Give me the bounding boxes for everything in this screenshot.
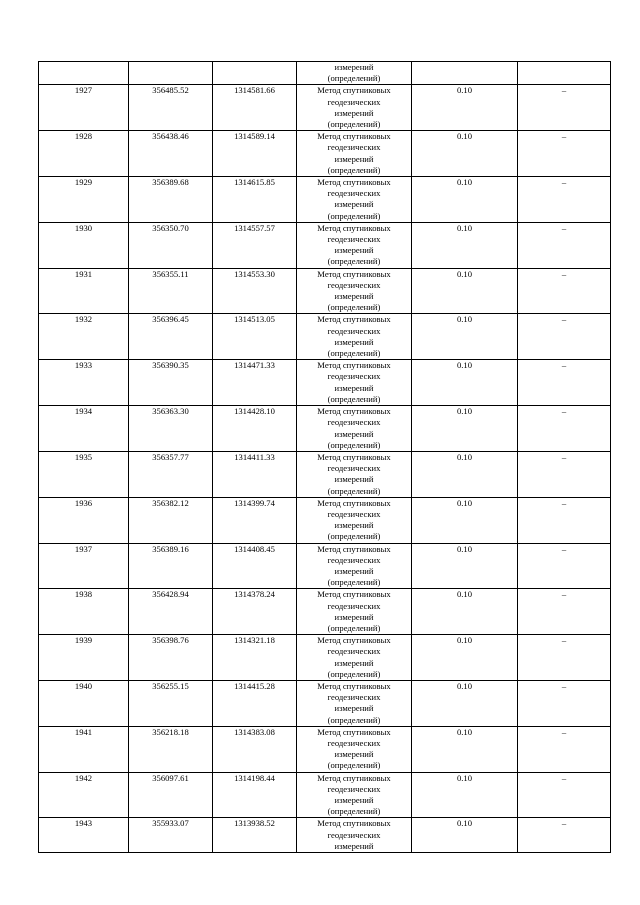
method-line: измерений <box>334 382 374 393</box>
method-cell <box>297 589 412 635</box>
table-row <box>39 406 611 452</box>
x-coordinate-cell: 356350.70 <box>129 222 213 268</box>
precision-cell: 0.10 <box>412 268 518 314</box>
note-cell: – <box>518 680 611 726</box>
y-coordinate-cell: 1314615.85 <box>213 177 297 223</box>
method-line: (определений) <box>327 119 381 130</box>
x-coordinate-cell: 355933.07 <box>129 818 213 853</box>
method-line: геодезических <box>327 234 381 245</box>
point-id-cell: 1932 <box>39 314 129 360</box>
method-line: Метод спутниковых <box>317 726 391 737</box>
point-id-cell: 1936 <box>39 497 129 543</box>
point-id-cell: 1929 <box>39 177 129 223</box>
method-line: геодезических <box>327 325 381 336</box>
table-row <box>39 222 611 268</box>
x-coordinate-cell: 356218.18 <box>129 726 213 772</box>
precision-cell: 0.10 <box>412 543 518 589</box>
method-cell <box>297 131 412 177</box>
note-cell: – <box>518 726 611 772</box>
method-line: измерений <box>334 840 374 851</box>
precision-cell: 0.10 <box>412 497 518 543</box>
method-line: геодезических <box>327 96 381 107</box>
precision-cell: 0.10 <box>412 680 518 726</box>
method-line: измерений <box>334 199 374 210</box>
table-row <box>39 360 611 406</box>
note-cell: – <box>518 818 611 853</box>
method-line: измерений <box>334 107 374 118</box>
point-id-cell: 1937 <box>39 543 129 589</box>
precision-cell: 0.10 <box>412 131 518 177</box>
x-coordinate-cell: 356389.16 <box>129 543 213 589</box>
x-coordinate-cell: 356389.68 <box>129 177 213 223</box>
table-row <box>39 772 611 818</box>
precision-cell: 0.10 <box>412 818 518 853</box>
method-line: измерений <box>334 749 374 760</box>
point-id-cell: 1935 <box>39 451 129 497</box>
y-coordinate-cell: 1314383.08 <box>213 726 297 772</box>
method-line: (определений) <box>327 577 381 588</box>
y-coordinate-cell: 1314513.05 <box>213 314 297 360</box>
method-line: измерений <box>334 795 374 805</box>
x-coordinate-cell: 356398.76 <box>129 635 213 681</box>
y-coordinate-cell: 1314557.57 <box>213 222 297 268</box>
table-row <box>39 314 611 360</box>
method-line: измерений <box>334 291 374 302</box>
point-id-cell: 1939 <box>39 635 129 681</box>
method-line: Метод спутниковых <box>317 497 391 508</box>
x-coordinate-cell: 356382.12 <box>129 497 213 543</box>
y-coordinate-cell: 1313938.52 <box>213 818 297 853</box>
method-line: Метод спутниковых <box>317 680 391 691</box>
method-line: измерений <box>334 428 374 439</box>
method-line: (определений) <box>327 668 381 679</box>
y-coordinate-cell: 1314581.66 <box>213 85 297 131</box>
note-cell: – <box>518 635 611 681</box>
point-id-cell: 1928 <box>39 131 129 177</box>
method-cell <box>297 62 412 85</box>
note-cell: – <box>518 222 611 268</box>
note-cell: – <box>518 131 611 177</box>
method-line: (определений) <box>327 806 381 817</box>
note-cell: – <box>518 451 611 497</box>
x-coordinate-cell <box>129 62 213 85</box>
method-line: (определений) <box>327 485 381 496</box>
note-cell: – <box>518 314 611 360</box>
table-row <box>39 85 611 131</box>
method-line: геодезических <box>327 417 381 428</box>
method-line: (определений) <box>327 622 381 633</box>
method-line: геодезических <box>327 600 381 611</box>
method-cell <box>297 635 412 681</box>
method-line: Метод спутниковых <box>317 360 391 371</box>
coordinates-table <box>38 61 611 853</box>
method-line: измерений <box>334 153 374 164</box>
method-line: геодезических <box>327 737 381 748</box>
method-line: (определений) <box>327 302 381 313</box>
method-cell <box>297 818 412 853</box>
precision-cell <box>412 62 518 85</box>
method-line: Метод спутниковых <box>317 818 391 829</box>
table-row <box>39 680 611 726</box>
precision-cell: 0.10 <box>412 451 518 497</box>
note-cell: – <box>518 772 611 818</box>
y-coordinate-cell: 1314411.33 <box>213 451 297 497</box>
table-row <box>39 497 611 543</box>
method-line: (определений) <box>327 393 381 404</box>
method-line: геодезических <box>327 508 381 519</box>
method-cell <box>297 497 412 543</box>
x-coordinate-cell: 356355.11 <box>129 268 213 314</box>
method-line: Метод спутниковых <box>317 314 391 325</box>
method-cell <box>297 222 412 268</box>
precision-cell: 0.10 <box>412 726 518 772</box>
method-line: геодезических <box>327 554 381 565</box>
precision-cell: 0.10 <box>412 177 518 223</box>
table-row <box>39 177 611 223</box>
note-cell: – <box>518 543 611 589</box>
point-id-cell: 1941 <box>39 726 129 772</box>
method-cell <box>297 772 412 818</box>
method-line: геодезических <box>327 371 381 382</box>
precision-cell: 0.10 <box>412 360 518 406</box>
table-row <box>39 726 611 772</box>
method-cell <box>297 543 412 589</box>
y-coordinate-cell: 1314415.28 <box>213 680 297 726</box>
y-coordinate-cell: 1314553.30 <box>213 268 297 314</box>
method-line: Метод спутниковых <box>317 85 391 96</box>
method-line: (определений) <box>327 348 381 359</box>
method-line: геодезических <box>327 188 381 199</box>
method-line: геодезических <box>327 142 381 153</box>
table-row <box>39 543 611 589</box>
method-cell <box>297 314 412 360</box>
point-id-cell: 1938 <box>39 589 129 635</box>
precision-cell: 0.10 <box>412 589 518 635</box>
method-cell <box>297 726 412 772</box>
method-line: геодезических <box>327 692 381 703</box>
method-line: измерений <box>334 336 374 347</box>
method-line: (определений) <box>327 210 381 221</box>
method-line: (определений) <box>327 164 381 175</box>
method-line: Метод спутниковых <box>317 589 391 600</box>
point-id-cell <box>39 62 129 85</box>
method-line: Метод спутниковых <box>317 543 391 554</box>
method-line: геодезических <box>327 829 381 840</box>
x-coordinate-cell: 356255.15 <box>129 680 213 726</box>
precision-cell: 0.10 <box>412 85 518 131</box>
note-cell: – <box>518 268 611 314</box>
table-row <box>39 451 611 497</box>
point-id-cell: 1942 <box>39 772 129 818</box>
method-line: измерений <box>334 520 374 531</box>
method-line: (определений) <box>327 714 381 725</box>
note-cell <box>518 62 611 85</box>
method-line: (определений) <box>327 73 381 84</box>
y-coordinate-cell: 1314471.33 <box>213 360 297 406</box>
method-line: измерений <box>334 245 374 256</box>
method-line: Метод спутниковых <box>317 635 391 646</box>
table-row-continued <box>39 62 611 85</box>
method-cell <box>297 451 412 497</box>
method-line: Метод спутниковых <box>317 177 391 188</box>
precision-cell: 0.10 <box>412 772 518 818</box>
point-id-cell: 1930 <box>39 222 129 268</box>
method-cell <box>297 680 412 726</box>
precision-cell: 0.10 <box>412 406 518 452</box>
x-coordinate-cell: 356390.35 <box>129 360 213 406</box>
method-line: геодезических <box>327 279 381 290</box>
point-id-cell: 1933 <box>39 360 129 406</box>
note-cell: – <box>518 589 611 635</box>
y-coordinate-cell: 1314321.18 <box>213 635 297 681</box>
method-line: измерений <box>334 657 374 668</box>
y-coordinate-cell <box>213 62 297 85</box>
note-cell: – <box>518 177 611 223</box>
method-line: Метод спутниковых <box>317 268 391 279</box>
method-line: геодезических <box>327 646 381 657</box>
method-line: измерений <box>334 62 374 72</box>
method-line: измерений <box>334 611 374 622</box>
method-cell <box>297 360 412 406</box>
point-id-cell: 1943 <box>39 818 129 853</box>
table-row <box>39 268 611 314</box>
x-coordinate-cell: 356438.46 <box>129 131 213 177</box>
coordinates-table-body <box>39 62 611 853</box>
point-id-cell: 1931 <box>39 268 129 314</box>
method-line: (определений) <box>327 256 381 267</box>
x-coordinate-cell: 356485.52 <box>129 85 213 131</box>
x-coordinate-cell: 356097.61 <box>129 772 213 818</box>
x-coordinate-cell: 356363.30 <box>129 406 213 452</box>
method-cell <box>297 85 412 131</box>
method-line: Метод спутниковых <box>317 222 391 233</box>
method-cell <box>297 406 412 452</box>
note-cell: – <box>518 360 611 406</box>
precision-cell: 0.10 <box>412 635 518 681</box>
method-line: Метод спутниковых <box>317 451 391 462</box>
y-coordinate-cell: 1314428.10 <box>213 406 297 452</box>
y-coordinate-cell: 1314378.24 <box>213 589 297 635</box>
y-coordinate-cell: 1314408.45 <box>213 543 297 589</box>
point-id-cell: 1927 <box>39 85 129 131</box>
method-line: Метод спутниковых <box>317 772 391 783</box>
table-row <box>39 818 611 853</box>
note-cell: – <box>518 497 611 543</box>
y-coordinate-cell: 1314399.74 <box>213 497 297 543</box>
method-line: геодезических <box>327 463 381 474</box>
method-line: измерений <box>334 565 374 576</box>
y-coordinate-cell: 1314198.44 <box>213 772 297 818</box>
x-coordinate-cell: 356357.77 <box>129 451 213 497</box>
precision-cell: 0.10 <box>412 314 518 360</box>
note-cell: – <box>518 406 611 452</box>
table-row <box>39 635 611 681</box>
method-line: (определений) <box>327 760 381 771</box>
method-line: Метод спутниковых <box>317 131 391 142</box>
method-line: измерений <box>334 474 374 485</box>
method-cell <box>297 268 412 314</box>
method-line: (определений) <box>327 531 381 542</box>
x-coordinate-cell: 356396.45 <box>129 314 213 360</box>
method-line: измерений <box>334 703 374 714</box>
x-coordinate-cell: 356428.94 <box>129 589 213 635</box>
point-id-cell: 1940 <box>39 680 129 726</box>
method-line: (определений) <box>327 439 381 450</box>
table-row <box>39 589 611 635</box>
method-line: геодезических <box>327 783 381 794</box>
precision-cell: 0.10 <box>412 222 518 268</box>
note-cell: – <box>518 85 611 131</box>
method-cell <box>297 177 412 223</box>
y-coordinate-cell: 1314589.14 <box>213 131 297 177</box>
table-row <box>39 131 611 177</box>
method-line: Метод спутниковых <box>317 406 391 417</box>
point-id-cell: 1934 <box>39 406 129 452</box>
